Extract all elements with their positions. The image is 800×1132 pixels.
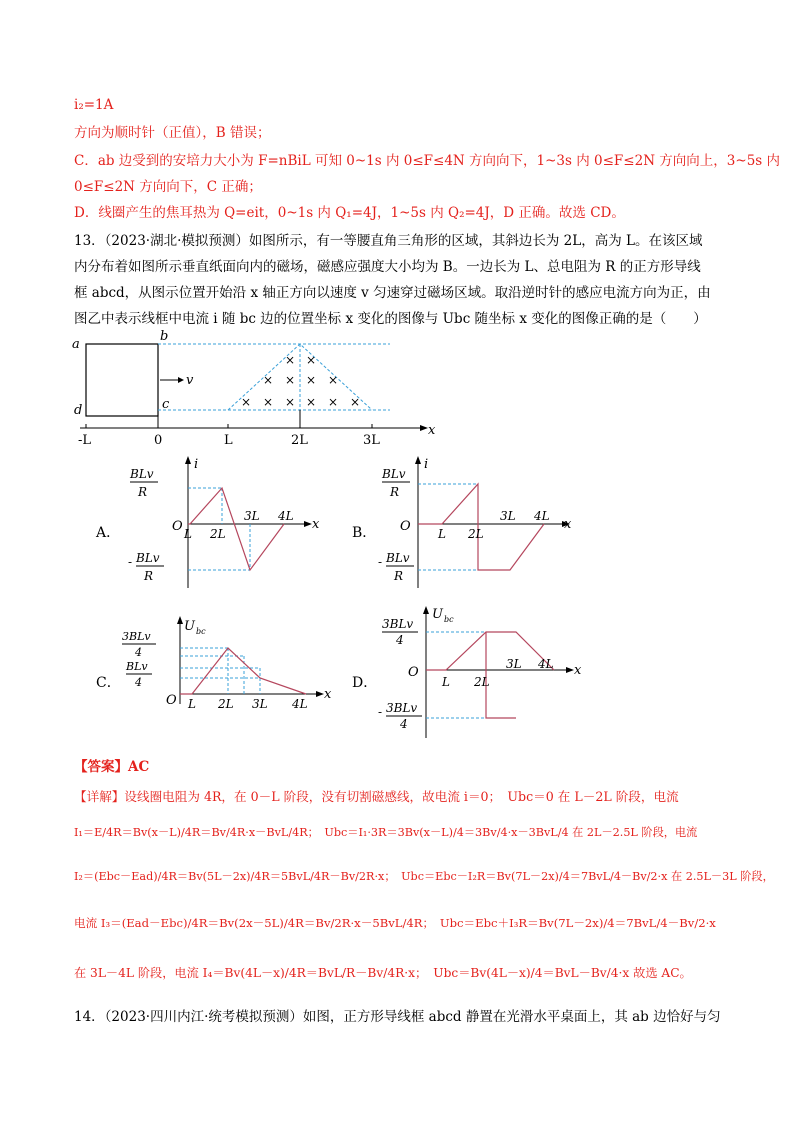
svg-text:x: x	[312, 517, 320, 532]
option-b-graph[interactable]	[378, 456, 578, 596]
svg-text:2L: 2L	[474, 675, 490, 689]
svg-text:×: ×	[263, 395, 274, 409]
svg-text:O: O	[400, 519, 411, 534]
svg-text:R: R	[390, 485, 400, 499]
q13-line-4: 图乙中表示线框中电流 i 随 bc 边的位置坐标 x 变化的图像与 Ubc 随坐标 x 变化的图像正确的是（ ）	[74, 311, 707, 327]
q13-line-1: 13．（2023·湖北·模拟预测）如图所示，有一等腰直角三角形的区域，其斜边长为 2L，高为 L。在该区域	[74, 233, 703, 249]
svg-text:×: ×	[306, 395, 317, 409]
svg-text:bc: bc	[444, 615, 454, 624]
svg-text:x: x	[324, 687, 332, 702]
svg-text:×: ×	[306, 373, 317, 387]
svg-text:U: U	[432, 607, 443, 622]
detail-line-5: 在 3L－4L 阶段，电流 I₄＝Bv(4L－x)/4R＝BvL/R－Bv/4R·x； Ubc＝Bv(4L－x)/4＝BvL－Bv/4·x 故选 AC。	[74, 966, 692, 980]
curve-c	[180, 648, 306, 694]
svg-text:2L: 2L	[210, 527, 226, 541]
option-c-graph[interactable]	[122, 612, 342, 742]
option-d-label[interactable]: D．	[352, 675, 378, 691]
svg-text:×: ×	[263, 373, 274, 387]
svg-text:×: ×	[350, 395, 361, 409]
option-d-graph[interactable]	[378, 600, 588, 750]
label-c: c	[162, 397, 170, 412]
q13-line-3: 框 abcd，从图示位置开始沿 x 轴正方向以速度 v 匀速穿过磁场区域。取沿逆时针的感应电流方向为正，由	[74, 285, 711, 301]
svg-text:bc: bc	[196, 627, 206, 636]
label-d: d	[74, 403, 83, 418]
option-b-label[interactable]: B．	[352, 525, 377, 541]
svg-text:x: x	[574, 663, 582, 678]
option-a-label[interactable]: A．	[96, 525, 121, 541]
curve-d-lower	[486, 632, 516, 718]
svg-text:i: i	[424, 457, 429, 472]
svg-text:4L: 4L	[534, 509, 550, 523]
q13-line-2: 内分布着如图所示垂直纸面向内的磁场，磁感应强度大小均为 B。一边长为 L、总电阻为 R 的正方形导线	[74, 259, 701, 275]
svg-text:2L: 2L	[468, 527, 484, 541]
svg-text:L: L	[438, 527, 446, 541]
option-a-graph[interactable]	[128, 456, 328, 596]
svg-text:BLv: BLv	[136, 551, 160, 565]
tick-L: L	[224, 433, 233, 448]
square-frame	[86, 344, 158, 416]
svg-text:3L: 3L	[500, 509, 516, 523]
svg-text:4: 4	[135, 676, 142, 689]
svg-text:U: U	[184, 619, 195, 634]
svg-text:BLv: BLv	[386, 551, 410, 565]
svg-text:O: O	[408, 665, 419, 680]
svg-text:4L: 4L	[538, 657, 554, 671]
svg-text:4L: 4L	[278, 509, 294, 523]
detail-line-2: I₁＝E/4R＝Bv(x－L)/4R＝Bv/4R·x－BvL/4R； Ubc＝I₁·3R＝3Bv(x－L)/4＝3Bv/4·x－3BvL/4 在 2L－2.5L 阶段，电流	[74, 826, 698, 839]
svg-text:L: L	[184, 527, 192, 541]
figure-magnetic-region	[70, 328, 450, 448]
svg-text:×: ×	[306, 353, 317, 367]
svg-text:×: ×	[328, 373, 339, 387]
svg-text:O: O	[166, 693, 177, 708]
tick-0: 0	[154, 433, 163, 448]
svg-text:2L: 2L	[218, 697, 234, 711]
svg-text:×: ×	[328, 395, 339, 409]
detail-line-3: I₂＝(Ebc－Ead)/4R＝Bv(5L－2x)/4R＝5BvL/4R－Bv/2R·x； Ubc＝Ebc－I₂R＝Bv(7L－2x)/4＝7BvL/4－Bv/2·x 在 2.5L－3L 阶段，	[74, 870, 774, 883]
svg-text:R: R	[144, 569, 154, 583]
svg-text:×: ×	[285, 395, 296, 409]
svg-text:BLv: BLv	[130, 467, 154, 481]
svg-text:-: -	[128, 555, 133, 569]
svg-text:R: R	[394, 569, 404, 583]
tick-2L: 2L	[291, 433, 308, 448]
axis-x-label: x	[428, 423, 436, 438]
detail-line-1: 【详解】设线圈电阻为 4R，在 0－L 阶段，没有切割磁感线，故电流 i＝0； Ubc＝0 在 L－2L 阶段，电流	[74, 789, 679, 804]
label-v: v	[186, 373, 194, 388]
svg-text:3BLv: 3BLv	[382, 617, 414, 631]
svg-text:R: R	[138, 485, 148, 499]
solution-line-4: 0≤F≤2N 方向向下，C 正确；	[74, 179, 262, 195]
svg-text:3BLv: 3BLv	[386, 701, 418, 715]
solution-line-1: i₂=1A	[74, 97, 114, 113]
svg-text:3L: 3L	[252, 697, 268, 711]
svg-text:-: -	[378, 555, 383, 569]
svg-text:×: ×	[241, 395, 252, 409]
svg-text:L: L	[188, 697, 196, 711]
svg-text:4: 4	[400, 717, 408, 731]
tick-3L: 3L	[363, 433, 380, 448]
svg-text:×: ×	[285, 373, 296, 387]
solution-line-2: 方向为顺时针（正值），B 错误；	[74, 125, 271, 141]
option-c-label[interactable]: C．	[96, 675, 121, 691]
detail-line-4: 电流 I₃＝(Ead－Ebc)/4R＝Bv(2x－5L)/4R＝Bv/2R·x－5BvL/4R； Ubc＝Ebc＋I₃R＝Bv(7L－2x)/4＝7BvL/4－Bv/2·x	[74, 916, 716, 930]
curve-d-upper	[426, 632, 554, 670]
svg-text:L: L	[442, 675, 450, 689]
svg-text:BLv: BLv	[382, 467, 406, 481]
q14-line-1: 14．（2023·四川内江·统考模拟预测）如图，正方形导线框 abcd 静置在光滑水平桌面上，其 ab 边恰好与匀	[74, 1009, 721, 1025]
tick-neg-L: -L	[78, 433, 92, 448]
label-a: a	[72, 337, 80, 352]
svg-text:BLv: BLv	[126, 660, 148, 673]
svg-text:4: 4	[396, 633, 404, 647]
velocity-arrowhead	[178, 377, 184, 383]
solution-line-3: C．ab 边受到的安培力大小为 F=nBiL 可知 0~1s 内 0≤F≤4N 方向向下，1~3s 内 0≤F≤2N 方向向上，3~5s 内	[74, 153, 781, 169]
curve-a	[188, 488, 284, 570]
answer-label: 【答案】AC	[74, 759, 150, 775]
svg-text:O: O	[172, 519, 183, 534]
solution-line-5: D．线圈产生的焦耳热为 Q=eit，0~1s 内 Q₁=4J，1~5s 内 Q₂=4J，D 正确。故选 CD。	[74, 205, 625, 221]
svg-text:4L: 4L	[292, 697, 308, 711]
svg-text:3L: 3L	[506, 657, 522, 671]
svg-text:3BLv: 3BLv	[122, 630, 151, 643]
svg-text:i: i	[194, 457, 199, 472]
svg-text:x: x	[564, 517, 572, 532]
field-crosses	[241, 353, 360, 409]
svg-text:-: -	[378, 705, 383, 719]
svg-text:×: ×	[285, 353, 296, 367]
svg-text:4: 4	[135, 646, 142, 659]
svg-text:3L: 3L	[244, 509, 260, 523]
label-b: b	[160, 329, 169, 344]
